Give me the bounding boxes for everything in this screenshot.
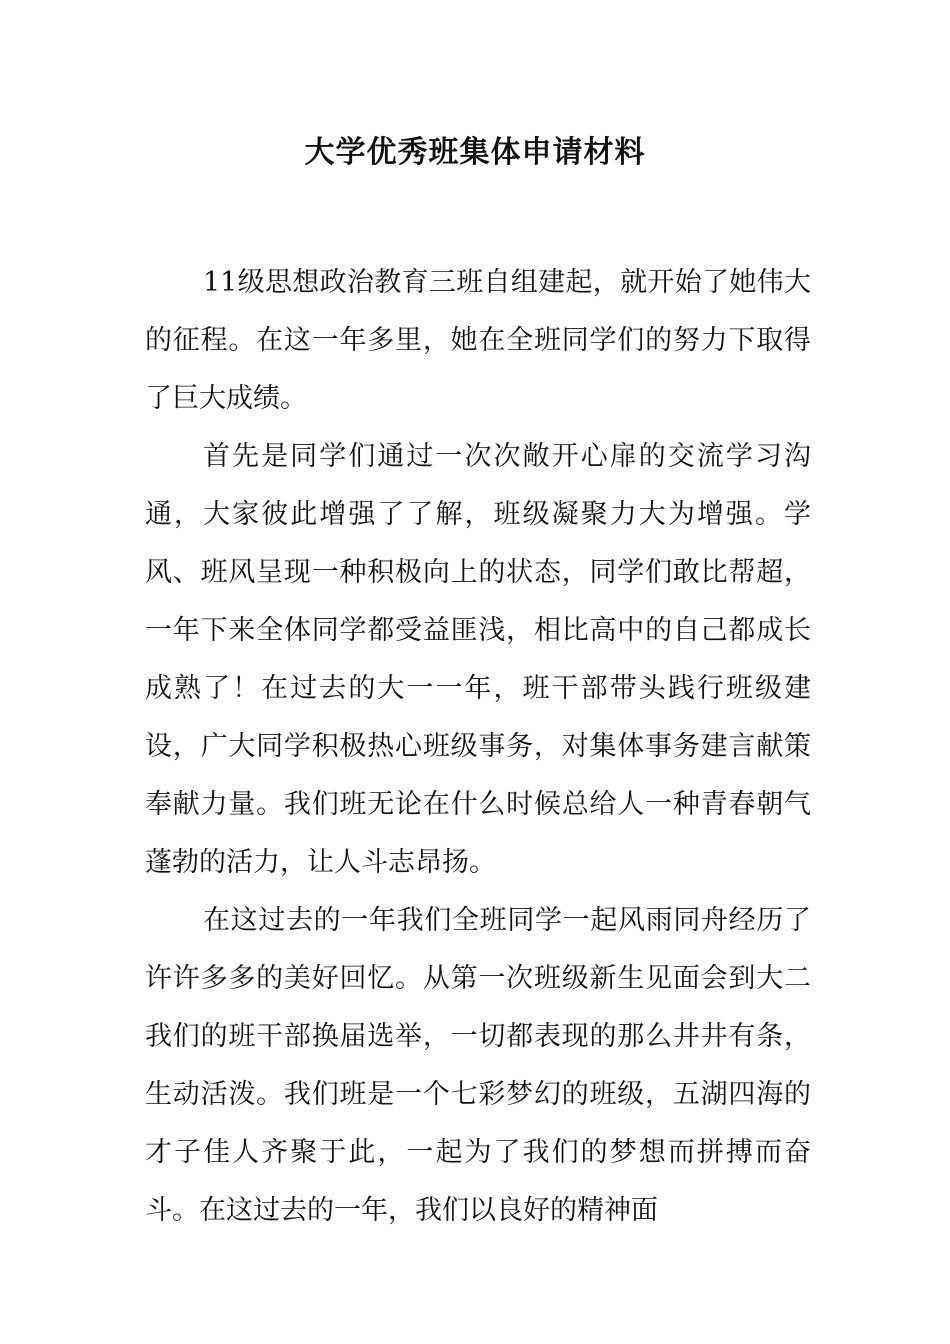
- paragraph-3: 在这过去的一年我们全班同学一起风雨同舟经历了许许多多的美好回忆。从第一次班级新生见面会到大二我们的班干部换届选举，一切都表现的那么井井有条，生动活泼。我们班是一个七彩梦幻的班级，五湖四海的才子佳人齐聚于此，一起为了我们的梦想而拼搏而奋斗。在这过去的一年，我们以良好的精神面: [145, 905, 811, 1226]
- document-body: [145, 254, 811, 1240]
- paragraph-1: 11级思想政治教育三班自组建起，就开始了她伟大的征程。在这一年多里，她在全班同学们的努力下取得了巨大成绩。: [145, 267, 811, 414]
- document-title: 大学优秀班集体申请材料: [304, 135, 646, 170]
- paragraph-2: 首先是同学们通过一次次敞开心扉的交流学习沟通，大家彼此增强了了解，班级凝聚力大为增强。学风、班风呈现一种积极向上的状态，同学们敢比帮超，一年下来全体同学都受益匪浅，相比高中的自己都成长成熟了！在过去的大一一年，班干部带头践行班级建设，广大同学积极热心班级事务，对集体事务建言献策奉献力量。我们班无论在什么时候总给人一种青春朝气蓬勃的活力，让人斗志昂扬。: [145, 441, 811, 878]
